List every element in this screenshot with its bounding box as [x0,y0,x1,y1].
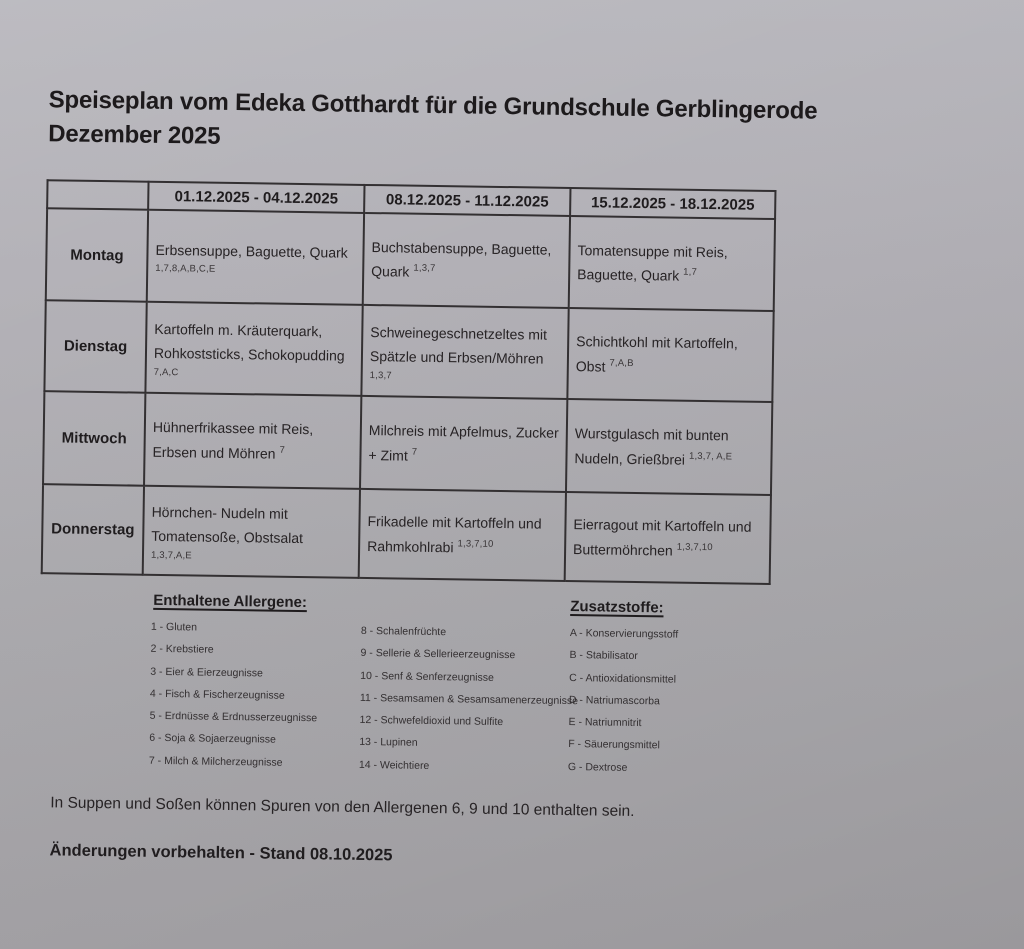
empty-corner-cell [47,180,148,209]
allergen-item: 13 - Lupinen [359,736,418,750]
allergen-codes: 7 [411,446,418,458]
additive-list [568,627,679,785]
additive-item: G - Dextrose [567,760,628,774]
allergen-item: 7 - Milch & Milcherzeugnisse [148,754,283,769]
meal-cell [567,308,773,402]
meal-cell [145,302,362,396]
week-header-2: 08.12.2025 - 11.12.2025 [364,185,570,216]
allergen-codes: 1,3,7 [413,262,436,274]
meal-cell [144,393,361,489]
meal-text: Wurstgulasch mit bunten Nudeln, Grießbrei [574,425,729,468]
meal-cell [361,305,568,399]
meal-text: Schichtkohl mit Kartoffeln, Obst [575,333,738,375]
table-row-montag [46,208,775,311]
meal-text: Eierragout mit Kartoffeln und Buttermöhrchen [573,516,752,559]
day-label-mittwoch: Mittwoch [43,391,145,485]
allergen-codes: 1,3,7,A,E [150,549,192,562]
meal-text: Milchreis mit Apfelmus, Zucker + Zimt [368,422,559,464]
allergen-codes: 1,3,7, A,E [688,450,733,462]
revision-note: Änderungen vorbehalten - Stand 08.10.2025 [49,841,393,865]
week-header-3: 15.12.2025 - 18.12.2025 [570,188,775,219]
meal-text: Hörnchen- Nudeln mit Tomatensoße, Obstsalat [151,503,304,547]
page-title-line1: Speiseplan vom Edeka Gotthardt für die Grundschule Gerblingerode [48,86,818,125]
meal-text: Erbsensuppe, Baguette, Quark [155,241,348,261]
meal-text: Buchstabensuppe, Baguette, Quark [371,238,552,280]
allergen-codes: 1,3,7,10 [676,541,713,553]
meal-cell [363,213,570,308]
allergen-item: 5 - Erdnüsse & Erdnusserzeugnisse [149,709,318,725]
meal-cell [569,216,775,311]
allergen-item: 8 - Schalenfrüchte [360,624,447,639]
meal-cell [565,492,771,584]
day-label-dienstag: Dienstag [44,300,146,392]
meal-text: Frikadelle mit Kartoffeln und Rahmkohlrabi [367,513,542,555]
table-row-mittwoch [43,391,772,495]
additive-item: E - Natriumnitrit [568,716,642,730]
allergen-item: 6 - Soja & Sojaerzeugnisse [149,732,277,747]
allergen-item: 10 - Senf & Senferzeugnisse [360,669,494,684]
allergen-codes: 1,7,8,A,B,C,E [155,262,216,275]
meal-cell [143,486,360,578]
additives-heading: Zusatzstoffe: [570,598,664,617]
allergen-codes: 7,A,C [153,366,179,378]
allergens-heading: Enthaltene Allergene: [153,591,308,612]
additive-item: B - Stabilisator [569,649,638,663]
allergen-item: 2 - Krebstiere [150,643,214,657]
allergen-item: 14 - Weichtiere [358,758,430,772]
page-title [48,83,899,164]
allergen-item: 9 - Sellerie & Sellerieerzeugnisse [360,647,516,662]
allergen-codes: 7,A,B [609,357,634,369]
allergen-item: 4 - Fisch & Fischerzeugnisse [149,687,285,702]
week-header-1: 01.12.2025 - 04.12.2025 [148,182,364,213]
meal-text: Schweinegeschnetzeltes mit Spätzle und Erbsen/Möhren [369,323,548,367]
day-label-donnerstag: Donnerstag [42,484,144,574]
allergen-list-column-2 [359,625,579,784]
meal-text: Hühnerfrikassee mit Reis, Erbsen und Möhren [152,418,314,462]
meal-text: Tomatensuppe mit Reis, Baguette, Quark [577,241,728,284]
meal-cell [147,210,364,305]
allergen-item: 11 - Sesamsamen & Sesamsamenerzeugnisse [359,691,579,708]
meal-cell [359,489,566,581]
additive-item: F - Säuerungsmittel [568,738,660,752]
additive-item: D - Natriumascorba [568,693,661,708]
allergen-codes: 1,7 [683,266,698,278]
table-row-dienstag [44,300,773,402]
meal-cell [566,399,772,495]
menu-table [41,179,777,585]
allergen-codes: 1,3,7 [369,369,392,382]
day-label-montag: Montag [46,208,148,301]
allergen-item: 12 - Schwefeldioxid und Sulfite [359,714,504,729]
meal-cell [360,396,567,492]
additive-item: A - Konservierungsstoff [569,627,679,641]
page-title-line2: Dezember 2025 [48,120,221,150]
table-row-donnerstag [42,484,771,584]
allergen-codes: 1,3,7,10 [457,537,494,550]
allergen-item: 1 - Gluten [150,620,198,634]
allergen-item: 3 - Eier & Eierzeugnisse [150,665,263,680]
allergen-trace-note: In Suppen und Soßen können Spuren von den Allergenen 6, 9 und 10 enthalten sein. [50,794,635,821]
meal-text: Kartoffeln m. Kräuterquark, Rohkoststicks, Schokopudding [153,320,345,364]
additive-item: C - Antioxidationsmittel [569,671,677,686]
allergen-list-column-1 [149,621,319,780]
allergen-codes: 7 [279,444,286,456]
